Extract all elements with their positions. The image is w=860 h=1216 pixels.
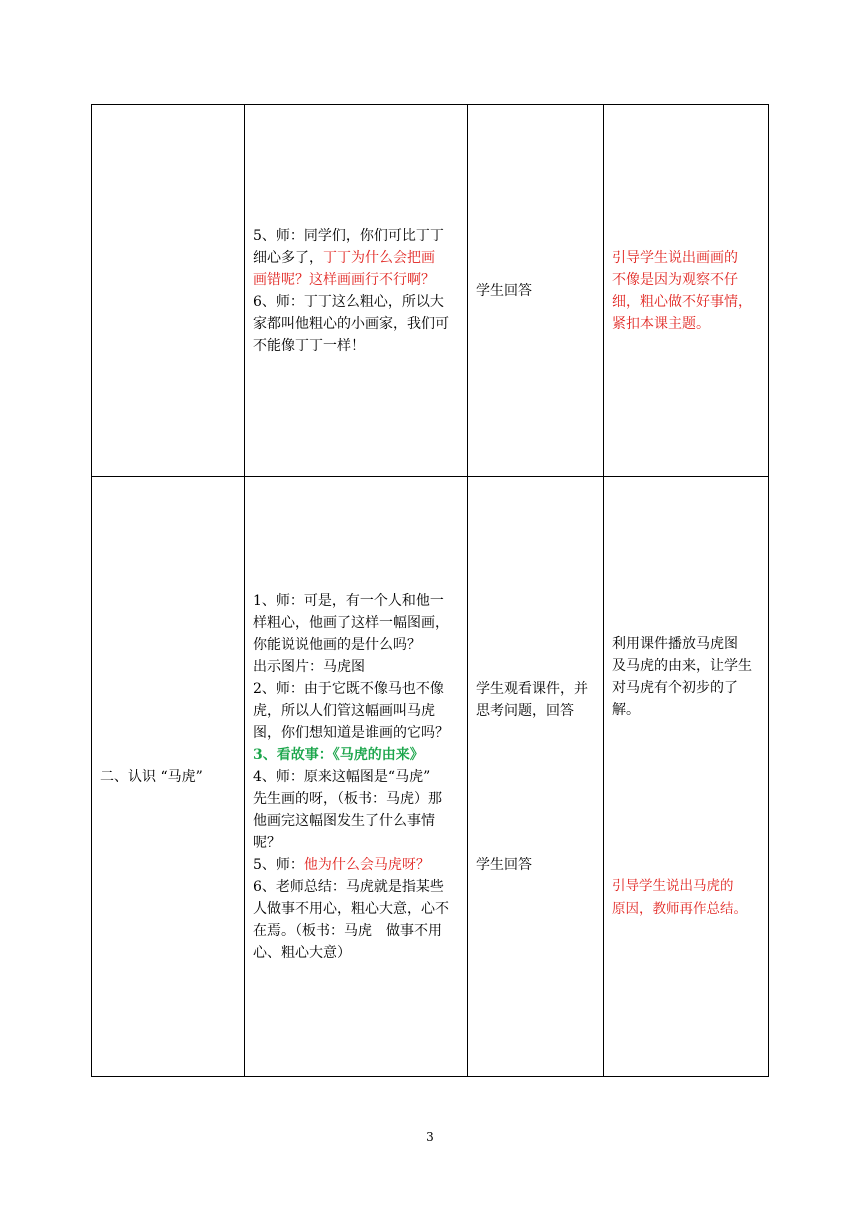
story-highlight: 看故事：《马虎的由来》: [276, 746, 424, 763]
text-line: 5、师：他为什么会马虎呀？: [253, 856, 430, 873]
page-number: 3: [426, 1130, 434, 1144]
text-line: 2、师：由于它既不像马也不像: [253, 680, 444, 697]
text-line: 心、粗心大意）: [253, 944, 351, 961]
text-line: 在焉。（板书：马虎 做事不用: [253, 922, 442, 939]
text-line: 不能像丁丁一样！: [253, 337, 365, 354]
teacher-activity-cell: [245, 105, 468, 477]
design-line: 对马虎有个初步的了: [612, 679, 738, 696]
text-line: 6、师：丁丁这么粗心，所以大: [253, 293, 444, 310]
text-line: 他画完这幅图发生了什么事情: [253, 812, 435, 829]
text-line: 5、师：同学们，你们可比丁丁: [253, 227, 444, 244]
text-line: 4、师：原来这幅图是“马虎”: [253, 768, 431, 785]
design-line: 及马虎的由来，让学生: [612, 657, 752, 674]
text-line: 人做事不用心，粗心大意，心不: [253, 900, 449, 917]
text-line: 你能说说他画的是什么吗？: [253, 636, 421, 653]
text-line: 学生观看课件，并: [476, 680, 588, 697]
design-line: 不像是因为观察不仔: [612, 271, 738, 288]
text-line: 出示图片：马虎图: [253, 658, 365, 675]
text-line: 虎，所以人们管这幅画叫马虎: [253, 702, 435, 719]
text-line: 1、师：可是，有一个人和他一: [253, 592, 444, 609]
lesson-plan-table: [91, 104, 769, 1077]
design-line: 解。: [612, 701, 640, 718]
section-cell: [92, 105, 245, 477]
table-row: [92, 477, 769, 1077]
text-line: 家都叫他粗心的小画家，我们可: [253, 315, 449, 332]
design-intent-cell: [604, 477, 769, 1077]
text-line: 呢？: [253, 834, 281, 851]
design-line: 细，粗心做不好事情，: [612, 293, 752, 310]
question-highlight: 他为什么会马虎呀？: [303, 856, 430, 873]
question-highlight: 丁丁为什么会把画: [323, 249, 435, 266]
question-highlight: 画错呢？这样画画行不行啊？: [253, 271, 435, 288]
table-row: [92, 105, 769, 477]
text-line: 思考问题，回答: [476, 702, 574, 719]
design-line: 紧扣本课主题。: [612, 315, 710, 332]
text-line: 6、老师总结：马虎就是指某些: [253, 878, 444, 895]
text-line: 样粗心，他画了这样一幅图画，: [253, 614, 449, 631]
text-line: 细心多了，丁丁为什么会把画: [253, 249, 435, 266]
design-line: 引导学生说出画画的: [612, 249, 738, 266]
section-cell: 二、认识 “马虎”: [92, 477, 245, 1077]
student-activity-cell: [468, 477, 604, 1077]
design-line: 利用课件播放马虎图: [612, 635, 738, 652]
text-line: 学生回答: [476, 856, 532, 873]
text-line: 图，你们想知道是谁画的它吗？: [253, 724, 449, 741]
teacher-activity-cell: [245, 477, 468, 1077]
design-intent-cell: [604, 105, 769, 477]
text-line: 先生画的呀，（板书：马虎）那: [253, 790, 442, 807]
design-line: 原因，教师再作总结。: [612, 900, 747, 917]
text-line: 3、看故事：《马虎的由来》: [253, 746, 424, 763]
student-activity-cell: 学生回答: [468, 105, 604, 477]
design-line: 引导学生说出马虎的: [612, 877, 734, 894]
